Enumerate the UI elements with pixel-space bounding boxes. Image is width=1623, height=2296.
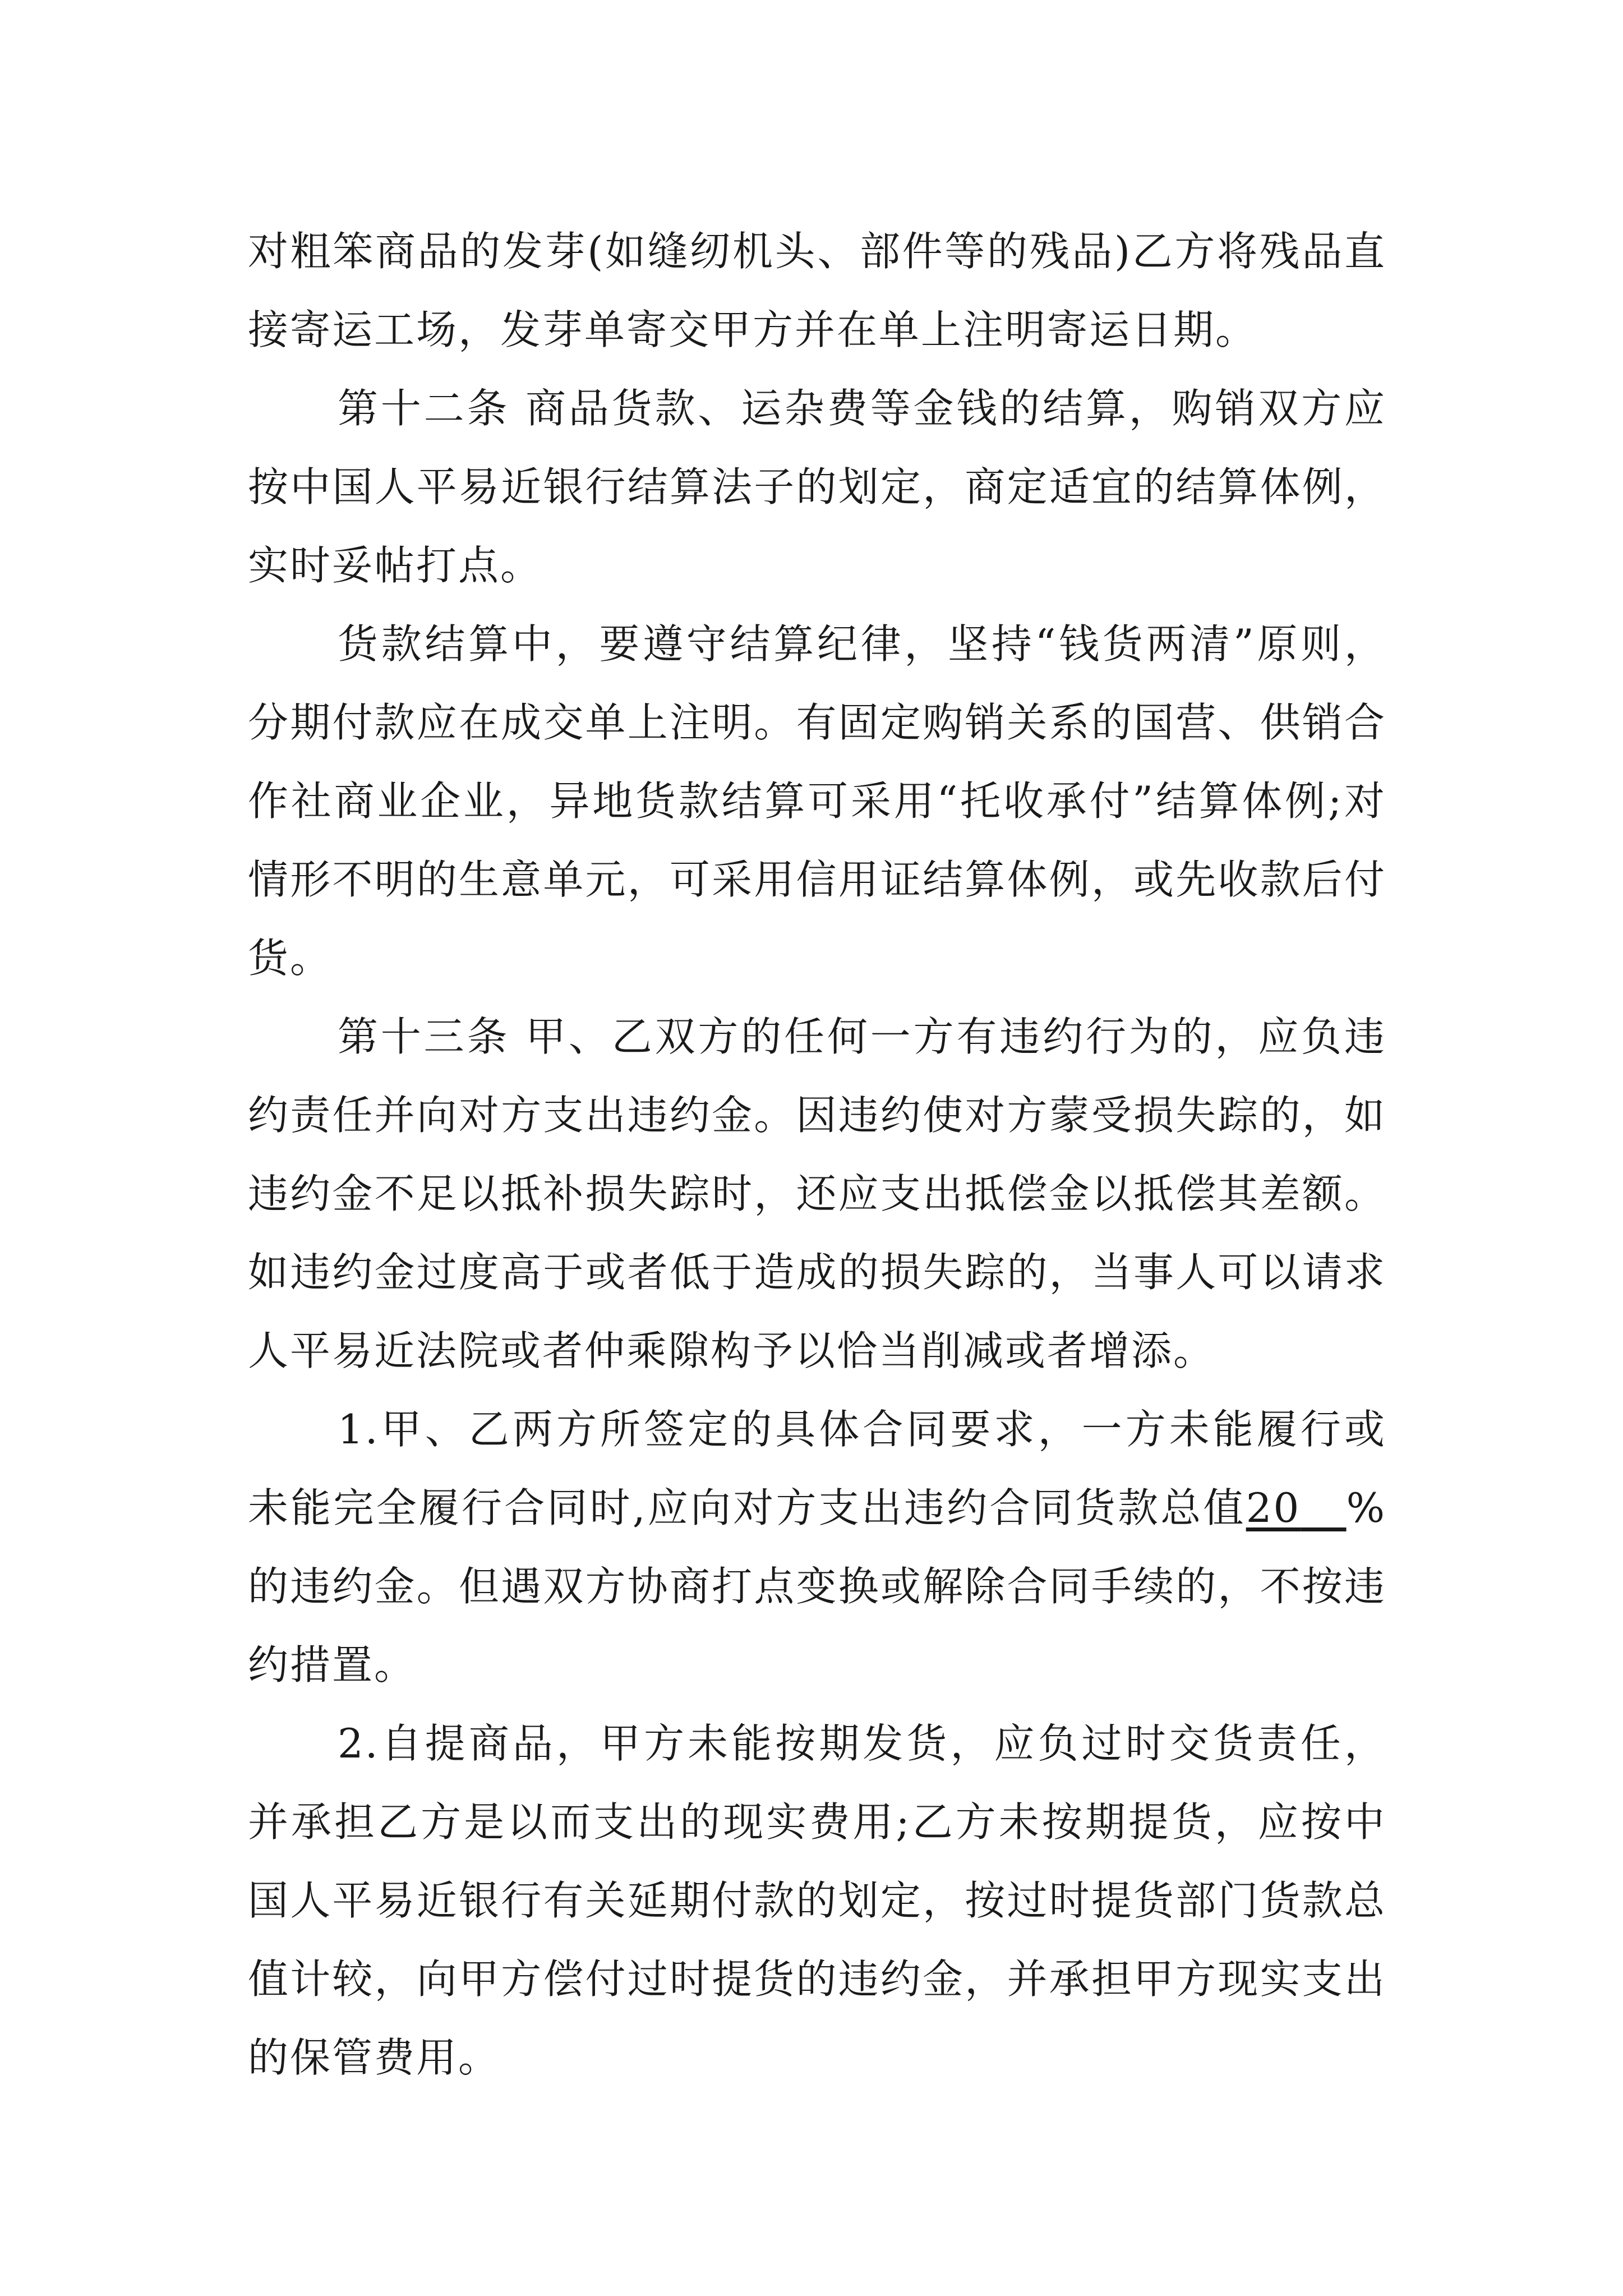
clause-1-text-before: 1.甲、乙两方所签定的具体合同要求，一方未能履行或未能完全履行合同时,应向对方支出违约合同货款总值 (248, 1406, 1386, 1531)
blank-underline-padding (1301, 1484, 1346, 1531)
paragraph-article-12: 第十二条 商品货款、运杂费等金钱的结算，购销双方应按中国人平易近银行结算法子的划定，商定适宜的结算体例，实时妥帖打点。 (248, 385, 1386, 589)
paragraph-clause-2: 2.自提商品，甲方未能按期发货，应负过时交货责任，并承担乙方是以而支出的现实费用;乙方未按期提货，应按中国人平易近银行有关延期付款的划定，按过时提货部门货款总值计较，向甲方偿付过时提货的违约金，并承担甲方现实支出的保管费用。 (248, 1720, 1386, 2081)
document-body (248, 212, 1386, 2097)
clause-1-text-after: %的违约金。但遇双方协商打点变换或解除合同手续的，不按违约措置。 (248, 1484, 1386, 1688)
paragraph-clause-1 (248, 1390, 1386, 1704)
penalty-percent-blank: 20 (1246, 1484, 1301, 1531)
paragraph-1: 对粗笨商品的发芽(如缝纫机头、部件等的残品)乙方将残品直接寄运工场，发芽单寄交甲方并在单上注明寄运日期。 (248, 228, 1386, 353)
paragraph-article-13: 第十三条 甲、乙双方的任何一方有违约行为的，应负违约责任并向对方支出违约金。因违约使对方蒙受损失踪的，如违约金不足以抵补损失踪时，还应支出抵偿金以抵偿其差额。如违约金过度高于或者低于造成的损失踪的，当事人可以请求人平易近法院或者仲乘隙构予以恰当削减或者增添。 (248, 1013, 1386, 1374)
paragraph-settlement: 货款结算中，要遵守结算纪律，坚持“钱货两清”原则，分期付款应在成交单上注明。有固定购销关系的国营、供销合作社商业企业，异地货款结算可采用“托收承付”结算体例;对情形不明的生意单元，可采用信用证结算体例，或先收款后付货。 (248, 620, 1386, 982)
